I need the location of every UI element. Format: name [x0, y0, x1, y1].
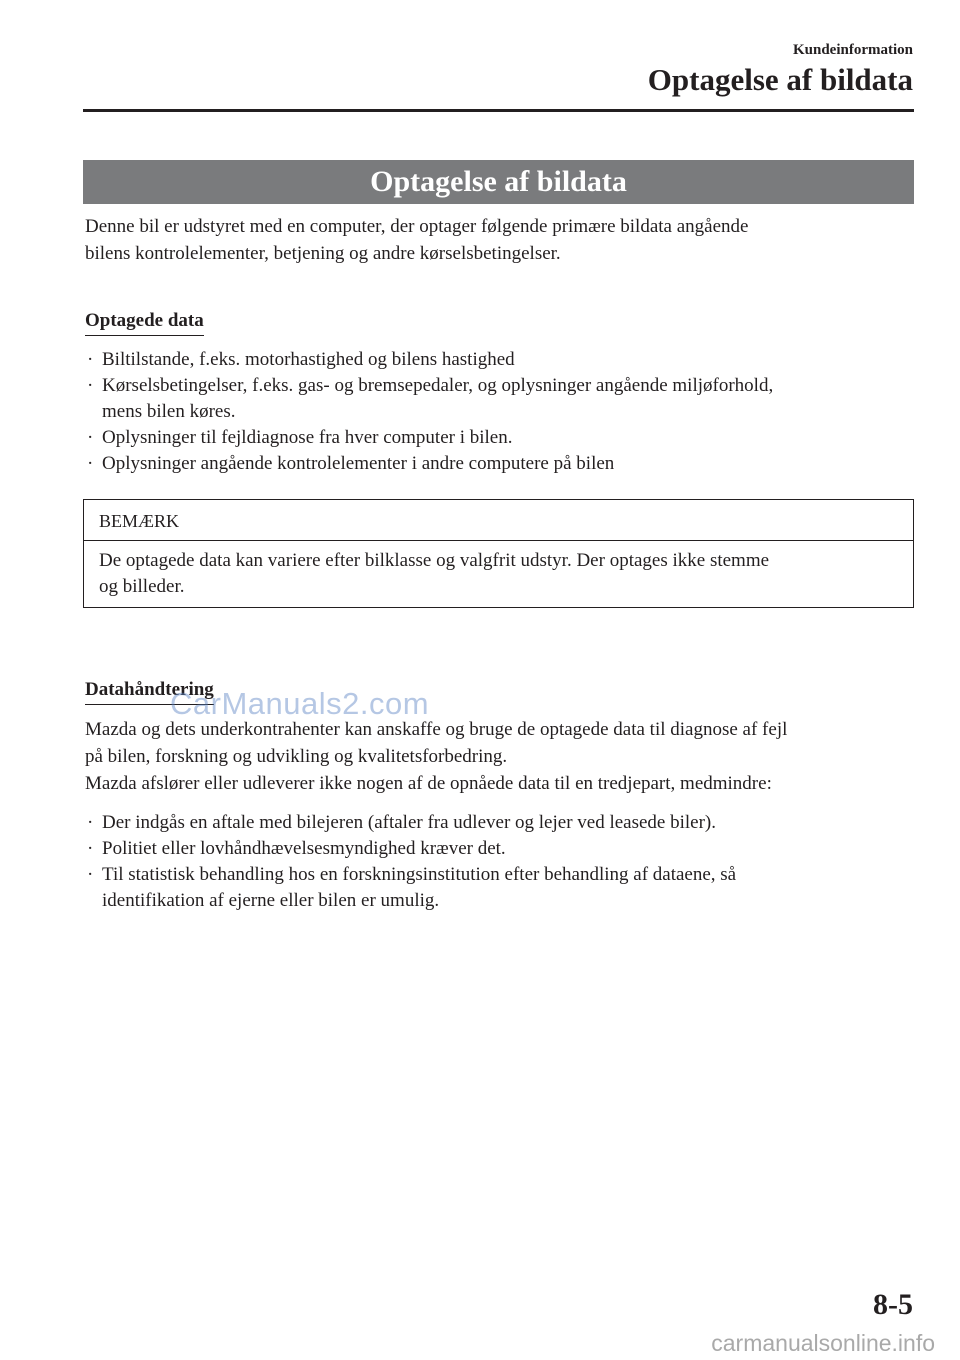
intro-line: Denne bil er udstyret med en computer, der optager følgende primære bildata angående: [85, 216, 749, 237]
list-item-text: Oplysninger angående kontrolelementer i andre computere på bilen: [102, 453, 615, 474]
bullet-icon: ·: [87, 453, 94, 474]
list-item: [85, 810, 915, 836]
list-item-text: Til statistisk behandling hos en forskningsinstitution efter behandling af dataene, så: [102, 864, 737, 885]
page-number: 8-5: [873, 1288, 913, 1321]
list-item-text: Der indgås en aftale med bilejeren (aftaler fra udlever og lejer ved leasede biler).: [102, 812, 717, 833]
chapter-label: Kundeinformation: [792, 42, 913, 58]
list-item: [85, 862, 915, 914]
note-box: [83, 499, 914, 608]
list-item: [85, 373, 915, 425]
footer-watermark: carmanualsonline.info: [711, 1330, 935, 1356]
list-item: [85, 836, 915, 862]
header-divider: [83, 109, 914, 112]
handling-paragraph: [85, 716, 915, 797]
bullet-icon: ·: [87, 812, 94, 833]
list-item: [85, 451, 915, 477]
list-item: [85, 347, 915, 373]
note-body: [99, 548, 899, 600]
page-header-title: Optagelse af bildata: [647, 62, 913, 97]
list-item: [85, 425, 915, 451]
list-item-text: mens bilen køres.: [102, 401, 236, 422]
disclosure-conditions-list: [85, 810, 915, 914]
bullet-icon: ·: [87, 375, 94, 396]
list-item-text: Oplysninger til fejldiagnose fra hver computer i bilen.: [102, 427, 513, 448]
bullet-icon: ·: [87, 864, 94, 885]
list-item-text: identifikation af ejerne eller bilen er umulig.: [102, 890, 440, 911]
recorded-data-heading: Optagede data: [85, 309, 204, 336]
bullet-icon: ·: [87, 427, 94, 448]
intro-paragraph: [85, 213, 915, 267]
recorded-data-list: [85, 347, 915, 477]
list-item-text: Biltilstande, f.eks. motorhastighed og bilens hastighed: [102, 349, 515, 370]
handling-line: på bilen, forskning og udvikling og kvalitetsforbedring.: [85, 746, 508, 767]
handling-line: Mazda og dets underkontrahenter kan anskaffe og bruge de optagede data til diagnose af fejl: [85, 719, 788, 740]
section-title-banner: [83, 160, 914, 204]
list-item-text: Politiet eller lovhåndhævelsesmyndighed kræver det.: [102, 838, 506, 859]
handling-line: Mazda afslører eller udleverer ikke nogen af de opnåede data til en tredjepart, medmindre:: [85, 773, 772, 794]
list-item-text: Kørselsbetingelser, f.eks. gas- og bremsepedaler, og oplysninger angående miljøforhold,: [102, 375, 774, 396]
note-header: [84, 500, 913, 541]
data-handling-heading: Datahåndtering: [85, 678, 214, 705]
section-title: Optagelse af bildata: [370, 165, 627, 198]
note-line: De optagede data kan variere efter bilklasse og valgfrit udstyr. Der optages ikke stemme: [99, 550, 770, 571]
note-heading: BEMÆRK: [99, 511, 180, 531]
watermark-text: CarManuals2.com: [170, 686, 430, 721]
bullet-icon: ·: [87, 349, 94, 370]
note-line: og billeder.: [99, 576, 185, 597]
intro-line: bilens kontrolelementer, betjening og andre kørselsbetingelser.: [85, 243, 561, 264]
bullet-icon: ·: [87, 838, 94, 859]
